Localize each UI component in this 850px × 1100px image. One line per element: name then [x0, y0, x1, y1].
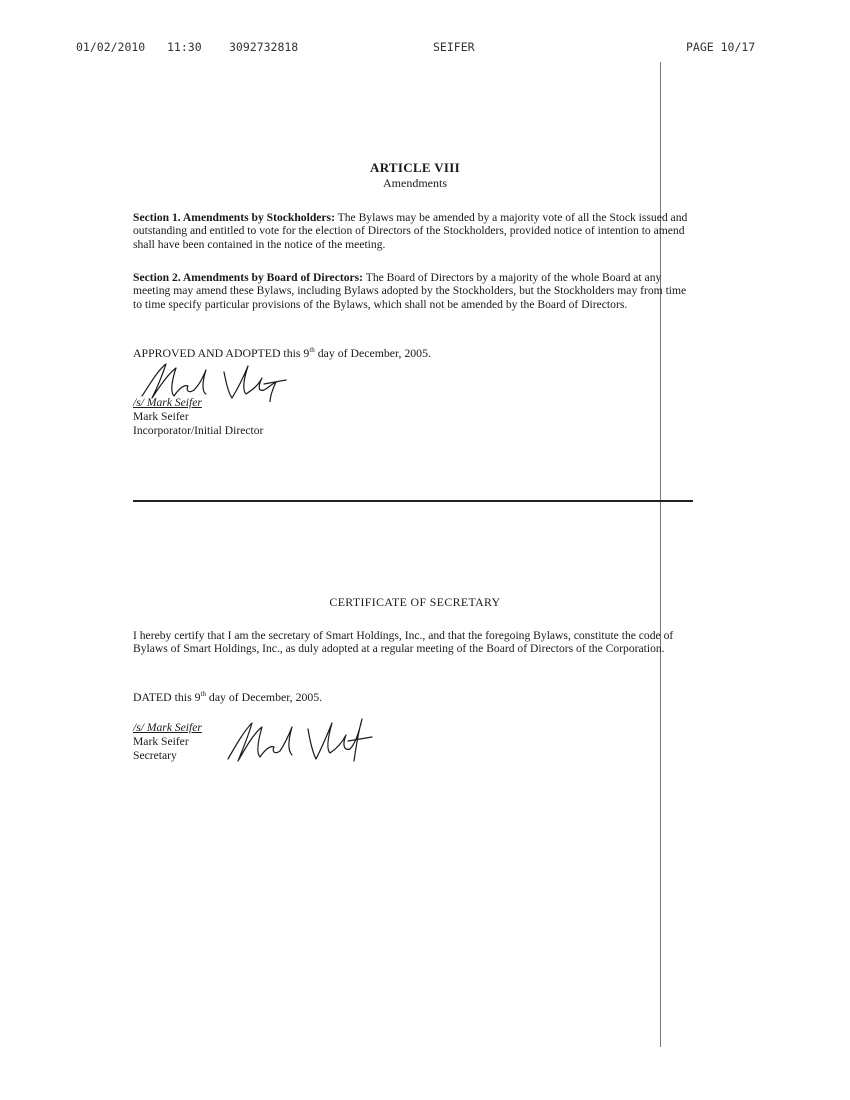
- approval-prefix: APPROVED AND ADOPTED this 9: [133, 346, 310, 360]
- section-2: [133, 271, 693, 311]
- dated-suffix: day of December, 2005.: [205, 690, 323, 704]
- approval-suffix: day of December, 2005.: [314, 346, 431, 360]
- dated-prefix: DATED this 9: [133, 690, 201, 704]
- fax-sender: SEIFER: [433, 40, 475, 54]
- fax-page-number: PAGE 10/17: [686, 40, 756, 54]
- fax-date: 01/02/2010: [76, 40, 146, 54]
- signature-1-title: Incorporator/Initial Director: [133, 424, 264, 437]
- signature-1-conformed: /s/ Mark Seifer: [133, 396, 202, 409]
- dated-line: [133, 690, 693, 705]
- article-title: ARTICLE VIII: [370, 160, 460, 175]
- section-2-body: The Board of Directors by a majority of the whole Board at any meeting may amend these Bylaws, including Bylaws adopted by the Stockholders, but the Stockholders may from time to time specify particular provisions of the Bylaws, which shall not be amended by the Board of Directors.: [133, 271, 687, 311]
- dated-ordinal: th: [200, 690, 206, 699]
- handwritten-signature-2: [226, 715, 376, 765]
- certificate-body: I hereby certify that I am the secretary of Smart Holdings, Inc., and that the foregoing Bylaws, constitute the code of Bylaws of Smart Holdings, Inc., as duly adopted at a regular meeting of the Board of Directors of the Corporation.: [133, 629, 674, 656]
- section-1-heading: Section 1. Amendments by Stockholders:: [133, 211, 335, 224]
- fax-time: 11:30: [167, 40, 202, 54]
- section-divider: [133, 500, 693, 502]
- fax-scan-line: [660, 62, 661, 1047]
- certificate-title: CERTIFICATE OF SECRETARY: [329, 595, 501, 609]
- approval-line: [133, 346, 693, 361]
- signature-2-title: Secretary: [133, 749, 177, 762]
- section-1-body: The Bylaws may be amended by a majority vote of all the Stock issued and outstanding and entitled to vote for the election of Directors of the Stockholders, provided notice of intention to amend shall have been contained in the notice of the meeting.: [133, 211, 688, 251]
- section-2-heading: Section 2. Amendments by Board of Directors:: [133, 271, 364, 284]
- article-subtitle: Amendments: [383, 176, 447, 190]
- fax-phone: 3092732818: [229, 40, 299, 54]
- approval-ordinal: th: [309, 346, 315, 355]
- signature-2-conformed: /s/ Mark Seifer: [133, 721, 202, 734]
- signature-1-name: Mark Seifer: [133, 410, 189, 423]
- signature-2-name: Mark Seifer: [133, 735, 189, 748]
- section-1: [133, 211, 693, 251]
- fax-header: [0, 40, 850, 60]
